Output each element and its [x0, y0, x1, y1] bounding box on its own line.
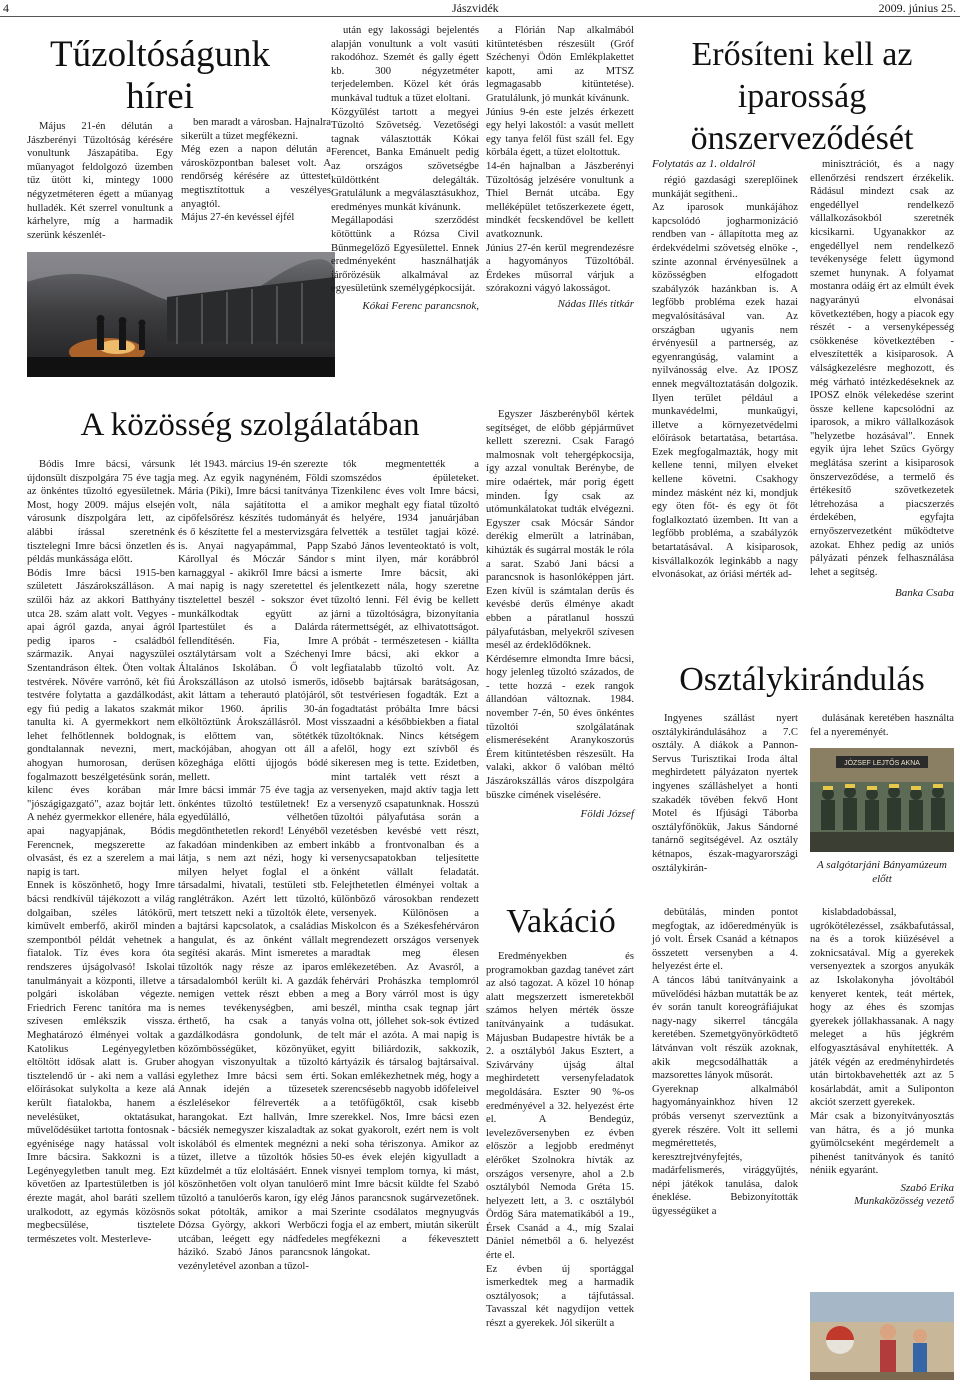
service-signature: Földi József [580, 808, 634, 821]
service-column-3: tók megmentették a szomszédos épületeket. Tizenkilenc éves volt Imre bácsi, amikor meghalt egy fiatal tűzoltó és helyére, 1934 januárjában felvették a testület tagjai közé. Szabó János leventeoktató is volt, s mint ilyen, már korábbról ismerte Imre bácsit, aki jelentkezett nála, hogy szeretne tűzoltó lenni. Fél évig be kellett járni a tűzoltóságra, bizonyítania rátermettségét, az elhivatottságot. A próbát - természetesen - kiállta Imre bácsi, aki ekkor a legfiatalabb tűzoltó volt. Az idősebb bajtársak barátságosan, sőt testvériesen fogadták. Ezt a fogadtatást próbálta Imre bácsi visszaadni a későbbiekben a fiatal tűzoltóknak. Nincs kétségem afelől, hogy ezt szívből és sikeresen meg is tette. Ezidetben, mint tartalék vett részt a versenyeken, majd aktív tagja lett a versenyző csapatunknak. Hosszú tűzoltói pályafutása során a vezetésben kevésbé vett részt, inkább a frontvonalban és a versenycsapatokban teljesítette önként vállalt feladatát. Felejthetetlen élményei voltak a különböző városokban rendezett versenyek. Különösen a Miskolcon és a Székesfehérváron megrendezett országos versenyek maradtak meg élesen emlékezetében. Az Avasról, a fehérvári Prohászka templomról meg a Bory várról most is úgy beszél, mintha csak tegnap járt volna ott, jóllehet sok-sok évtized telt már el azóta. A mai napig is egyitt biliárdozik, sakkozik, kártyázik és társalog bajtársaival. Sokan emlékezhetnek még, hogy a szerencsésebb nagyobb időfeleivel a tetőfügőktől, csak kisebb szerekkel. Nos, Imre bácsi ezen sokat gyakorolt, ezért nem is volt neki soha tériszonya. Amikor az 50-es évek elején kigyulladt a visnyei templom tornya, ki mást, mint Imre bácsit küldte fel Szabó János parancsnok sugárvezetőnek. Szerinte csodálatos megnyugvás fogja el az embert, miután sikerült megfékezni a fékevesztett lángokat. [331, 459, 479, 1259]
service-column-4-text: Egyszer Jászberényből kértek segítséget, de előbb gépjárművet kellett szerezni. Csak Faragó malmosnak volt tehergépkocsija, így azzal vonultak Berénybe, de mire odaértek, már porig égett minden. Így csak az utómunkálatokat tudták elvégezni. Egyszer csak Mócsár Sándor derékig elmerült a latrinában, kihúzták és sugárral mosták le róla a sarat. Szabó Jani bácsi a parancsnok is hasonlóképpen járt. Ezen kívül is számtalan derűs és kevésbé derűs élménye akadt ebben a páratlanul hosszú pályafutásban, melyekről szívesen mesél az érdeklődőknek. Kérdésemre elmondta Imre bácsi, hogy jelenleg tűzoltó százados, de - tette hozzá - ezek rangok állandóan változnak. 1984. november 7-én, 50 éves önkéntes tűzoltói szolgálatának elismeréseként Aranykoszorús Érem kitüntetésben részesült. Ha valaki, akkor ő valóban méltó Jászárokszállás város díszpolgára büszke címének viselésére. [486, 409, 634, 801]
fire-column-2-text: ben maradt a városban. Hajnalra sikerült a tüzet megfékezni. Még ezen a napon délután a városközpontban baleset volt. A rendőrség kérésére az úttestet megtisztítottuk a veszélyes anyagtól. Május 27-én kevéssel éjfél [181, 117, 331, 224]
vacation-column-1: Eredményekben és programokban gazdag tanévet zárt az alsó tagozat. A közel 10 hónap alatt megszerzett ismeretekből számos helyen mérték össze tanítványaink a tudásukat. Májusban Budapestre hívták be a 2. a osztályból Jakus Esztert, a Szivárvány újság által meghirdetett versenyfeladatok megoldására. Eszter 90 %-os eredményével a 32. helyezést érte el. A Bendegúz, levelezőversenyben ez évben először a legjobb eredményt elérőket Szolnokra hívták az országos versenyre, ahol a 2.b osztályból Nemoda Gréta 15. helyezett lett, a 3. c osztályból Ördög Sára matematikából a 19., Érsek Csanád a 4., míg Szalai Dániel németből a 6. helyezést érte el. Ez évben új sportággal ismerkedtek meg a harmadik osztályosok; a tájfutással. Tavasszal két nagydíjon vettek részt a gyerekek. Jól sikerült a [486, 951, 634, 1330]
industry-column-2 [810, 158, 954, 601]
industry-column-2-text: minisztrációt, és a nagy ellenőrzési rendszert érzékelik. Rádásul mindezt csak az engedéllyel rendelkező vállalkozásokból szeretnék kicsikarni. Ugyanakkor az engedéllyel nem rendelkező tevékenysége felett ügymond szemet hunynak. A folyamat mostanra odáig ért az elmúlt évek nagyarányú elvonásai következtében, hogy a piacok egy részét - a versenyképesség csökkenése következtében - elveszítették a kisiparosok. A válságkezelésre meghozott, és még várható intézkedéseknek az IPOSZ elnök vélekedése szerint össze kellene kapcsolódni az iparosok, a mikro vállalkozások "helyzetbe hozásával". Ennek egyik újra lehet Szűcs György meglátása szerint a kisiparosok önszerveződése, a termelő és értékesítő szövetkezetek létrehozása a piacszerzés érdekében, egyfajta ernyőszervezetként működtetve azokat. Ehhez pedig az uniós pályázati pénzek felhasználása lehet a segítség. [810, 159, 954, 578]
fire-column-3-text: után egy lakossági bejelentés alapján vonultunk a volt vasúti rakodóhoz. Szemét és gally égett kb. 300 négyzetméter terjedelemben. Közel két órás munkával tudtuk a tüzet eloltani. Közgyűlést tartott a megyei Tűzoltó Szövetség. Vezetőségi tagnak választották Kókai Ferencet, Banka Emánuelt pedig az országos szövetségbe küldöttként delegálták. Gratulálunk a megválasztásukhoz, eredményes munkát kívánunk. Megállapodási szerződést kötöttünk a Rózsa Civil Bűnmegelőző Egyesülettel. Ennek eredményeként használhatják járőrözésük alkalmával az egyesületünk személygépkocsiját. [331, 25, 479, 295]
vacation-column-2: debütálás, minden pontot megfogtak, az időeredményük is jó volt. Érsek Csanád a kétnapos összetett versenyben a 4. helyezést érte el. A táncos lábú tanítványaink a művelődési házban mutatták be az év során tanult koreográfiájukat nagy-nagy sikerrel táncgála keretében. Szemetgyönyörködtető látvánvan volt részük azoknak, akik megcsodálhatták a mazsorettes lányok műsorát. Gyereknap alkalmából hagyományainkhoz híven 12 próbás versenyt szerveztünk a gyerek részére. Volt itt sellemi megmérettetés, keresztrejtvényfejtés, madárfelismerés, virággyűjtés, népi játékok tanulása, dalok éneklése. Bebizonyították ügyességüket a [652, 907, 798, 1218]
trip-column-2: dulásának keretében használta fel a nyereményét. [810, 713, 954, 738]
fire-article-title: Tűzoltóságunk hírei [50, 34, 270, 117]
fire-column-2 [181, 116, 331, 225]
trip-column-1: Ingyenes szállást nyert osztálykirándulásához a 7.C osztály. A diákok a Pannon-Servus Turisztikai Iroda által meghirdetett pályázaton nyertek ingyenes szálláshelyet a honti szakadék tövében fekvő Hont Motel és Ifjúsági Táborba osztályfőnökük, Jakus Sándorné tanárnő segítségével. Az osztály kétnapos, észak-magyarországi osztálykirán- [652, 713, 798, 874]
industry-continued-note: Folytatás az 1. oldalról [652, 158, 756, 170]
vacation-article-title: Vakáció [506, 903, 616, 940]
service-column-1: Bódis Imre bácsi, vársunk újdonsült díszpolgára 75 éve tagja az önkéntes tűzoltó egyesületnek. Most, hogy 2009. május elsején városunk díszpolgára lett, az alábbi írással szeretnénk tisztelegni Imre bácsi önzetlen és példás munkássága előtt. Bódis Imre bácsi 1915-ben született Jászárokszálláson. A szülői ház az akkori Batthyány utca 28. szám alatt volt. Vegyes - apai ágról gazda, anyai ágról pedig iparos - családból származik. Anyai nagyszülei Szentandráson éltek. Öten voltak testvérek. Nővére varrónő, két fiú testvére folytatta a gazdálkodást, egy fiú pedig a lakatos szakmát tanulta ki. A gyermekkort nem lehet felhőtlennek boldognak, gondtalannak nevezni, mert, ahogyan humorosan, derűsen fogalmazott beszélgetésünk során, kilenc éves korában már "jószágigazgató", azaz bojtár lett. A nehéz gyermekkor ellenére, hála apai nagyapjának, Bódis Ferencnek, megszerette az olvasást, és ez a szerelem a mai napig is tart. Ennek is köszönhető, hogy Imre bácsi rendkívül tájékozott a világ dolgaiban, széles látókörű, kiművelt emberfő, akiről minden szempontból példát vehetnek a fiatalok. Tíz éves kora óta rendszeres újságolvasó! Iskolai tanulmányait a központi, illetve a polgári iskolában végezte. Friedrich Ferenc tanítóra ma is szívesen emlékszik vissza. Meghatározó élményei voltak a Katolikus Legényegyletben eltöltött idősak alatt is. Gruber tisztelendő úr - aki nem a vallási előírásokat sulykolta a keze alá került fiatalokba, hanem a nevelésüket, oktatásukat, művelődésüket tartotta fontosnak - egyénisége nagy hatással volt Imre bácsira. Sakkozni is a Legényegyletben tanult meg. Ezt követően az Ipartestületben is jól érezte magát, ahol baráti szellem uralkodott, az egymás közösnös megbecsülése, tisztelete természetes volt. Mesterleve- [27, 459, 175, 1245]
fire-signature-commander: Kókai Ferenc parancsnok, [362, 299, 479, 312]
service-column-2: lét 1943. március 19-én szerezte meg. Az egyik nagynéném, Földi Mária (Piki), Imre bácsi tanítványa volt, nála sajátította el a cipőfelsőrész készítés tudományát és ő készítette fel a mestervizsgára is. Anyai nagyapámmal, Papp Károllyal és Móczár Sándor karnaggyal - akikről Imre bácsi a mai napig is nagy szeretettel és tisztelettel beszél - sokszor évet munkálkodtak együtt az Ipartestület és a Dalárda fellendítésén. Fia, Imre osztálytársam volt a Széchenyi Általános Iskolában. Ő volt Árokszálláson az utolsó ismerős, akit láttam a teherautó platójáról, mikor 1960. április 30-án elköltöztünk Árokszállásról. Most is előttem van, sötétkék mackójában, ahogyan ott áll a közeghága előtti újjogós bódé mellett. Imre bácsi immár 75 éve tagja az önkéntes tűzoltó testületnek! Ez egyedülálló, vélhetően megdönthetetlen rekord! Lényéből fakadóan mindenkiben az embert látja, s nem azt nézi, hogy ki milyen helyet foglal el a társadalmi, hivatali, testületi stb. ranglétrákon. Azért lett tűzoltó, mert tetszett neki a tűzoltók élete, a bajtársi kapcsolatok, a családias hangulat, és az önként vállalt segítési akarás. Mint ismeretes a tűzoltók nagy része az iparos társadalomból került ki. A gazdák nemigen vettek részt ebben a nemes tevékenységben, ami érthető, ha csak a tanyás gazdálkodásra gondolunk, de közömbösségüket, közönyüket, ahogyan viszonyultak a tűzoltó egylethez Imre bácsi sem érti. Annak idején a tűzesetek észlelésekor félreverték a harangokat. Ezt hallván, Imre bácsiék nemegyszer kiszaladtak az iskolából és elmentek megnézni a tüzet, illetve a tűzoltók hősies küzdelmét a tűz eloltásáért. Ennek köszönhetően volt olyan tanulóerő tűzoltó a tanulóerős karon, így elég sokat pótolták, amikor a mai Dózsa György, akkori Werbőczi utcában, leégett egy nádfedeles házikó. Szabó János parancsnok vezényletével azonban a tűzol- [178, 459, 328, 1273]
photo-sign-text: JÓZSEF LEJTŐS AKNA [844, 760, 920, 767]
fire-column-3 [331, 24, 479, 313]
service-column-4 [486, 408, 634, 822]
group-photo-icon [810, 748, 954, 852]
trip-article-title: Osztálykirándulás [679, 661, 925, 698]
page-number: 4 [3, 1, 9, 15]
vacation-column-3-text: kislabdadobással, ugrókötélezéssel, zsákbafutással, na és a torok kiüzésével a zoknicsatával. Míg a gyerekek versenyeztek a szorgos anyukák az Iskolakonyha jóvoltából kenyeret kentek, teát mértek, hogy az éhes és szomjas gyerekek jóllakhassanak. A nagy meleget a hűs jégkrém elfogyasztásával enyhítették. A játék végén az eredményhirdetés után birtokbavehették azt az 5 kosárlabdát, amit a Suliponton akciót szerzett gyerekek. Már csak a bizonyítványosztás van hátra, és a jó munka gyümölcseként megérdemelt a pihenést tanítványok és tanító néniik egyaránt. [810, 907, 954, 1177]
service-article-title: A közösség szolgálatában [80, 407, 420, 443]
industry-signature: Banka Csaba [895, 587, 954, 600]
industry-article-title: Erősíteni kell az iparosság önszerveződését [690, 36, 914, 157]
fire-column-4 [486, 24, 634, 311]
fire-intro-text: Május 21-én délután a Jászberényi Tűzoltóság kérésére vonultunk Jászapátiba. Egy műanyagot feldolgozó üzemben tűz ütött ki, mintegy 1000 négyzetméteren égett a műanyag hulladék. Két szerrel vonultunk a kárhelyre, míg a harmadik szerünk készenlét- [27, 121, 173, 241]
trip-photo-caption: A salgótarjáni Bányamúzeum előtt [817, 859, 947, 885]
vacation-signature-name: Szabó Erika [900, 1181, 954, 1194]
paper-name: Jászvidék [452, 1, 499, 15]
fire-signature-secretary: Nádas Illés titkár [557, 297, 634, 310]
industry-column-1: régió gazdasági szereplőinek munkáját segítheni.. Az iparosok munkájához kapcsolódó jogharmonizáció rendben van - állapította meg az érdekvédelmi szövetség elnöke -, szinte azonnal érvényesülnek a közösségben elfogadott szabályzók hazánkban is. A legfőbb probléma ezek hazai megvalósításával van. Az országban ugyanis nem érvényesül a partnerség, az egyenrangúság, valamint a nyilvánosság elve. Az IPOSZ ennek megváltoztatásán dolgozik. Ilyen terület például a munkavédelmi, munkaügyi, illetve a környezetvédelmi előírások betartatása, betartása. Ezek megfogalmazták, hogy mit kellene tenni, milyen elveket kellene követni. Csakhogy mindez másként néz ki, mondjuk egy öten főt- és egy öt főt foglalkoztató üzemben. Itt van a legfőbb probléma, a szabályzók betartatásával. A kisiparosok, kisvállalkozók leginkább a nagy elvonásokat, az óriási mérték ad- [652, 175, 798, 581]
vacation-column-3 [810, 906, 954, 1209]
fire-scene-photo-icon [27, 252, 335, 377]
kids-photo-icon [810, 1292, 954, 1380]
fire-column-4-text: a Flórián Nap alkalmából kitüntetésben részesült (Gróf Széchenyi Ödön Emlékplakettet kapott, ami az MTSZ legmagasabb kitüntetése). Gratulálunk, jó munkát kívánunk. Június 9-én este jelzés érkezett egy helyi lakostól: a vasút mellett egy tanya felől füst száll fel. Egy körbála égett, a tüzet eloltottuk. 14-én hajnalban a Jászberényi Tűzoltóság jelzésére vonultunk a Thiel Bernát utcába. Egy melléképület tetőszerkezete égett, mindkét fecskendővel be kellett avatkoznunk. Június 27-én kerül megrendezésre a hagyományos Tűzoltóbál. Érdekes műsorral várjuk a szórakozni vágyó lakosságot. [486, 25, 634, 295]
vacation-signature-role: Munkaközösség vezető [854, 1195, 954, 1208]
issue-date: 2009. június 25. [878, 1, 956, 15]
page-header [0, 0, 960, 17]
